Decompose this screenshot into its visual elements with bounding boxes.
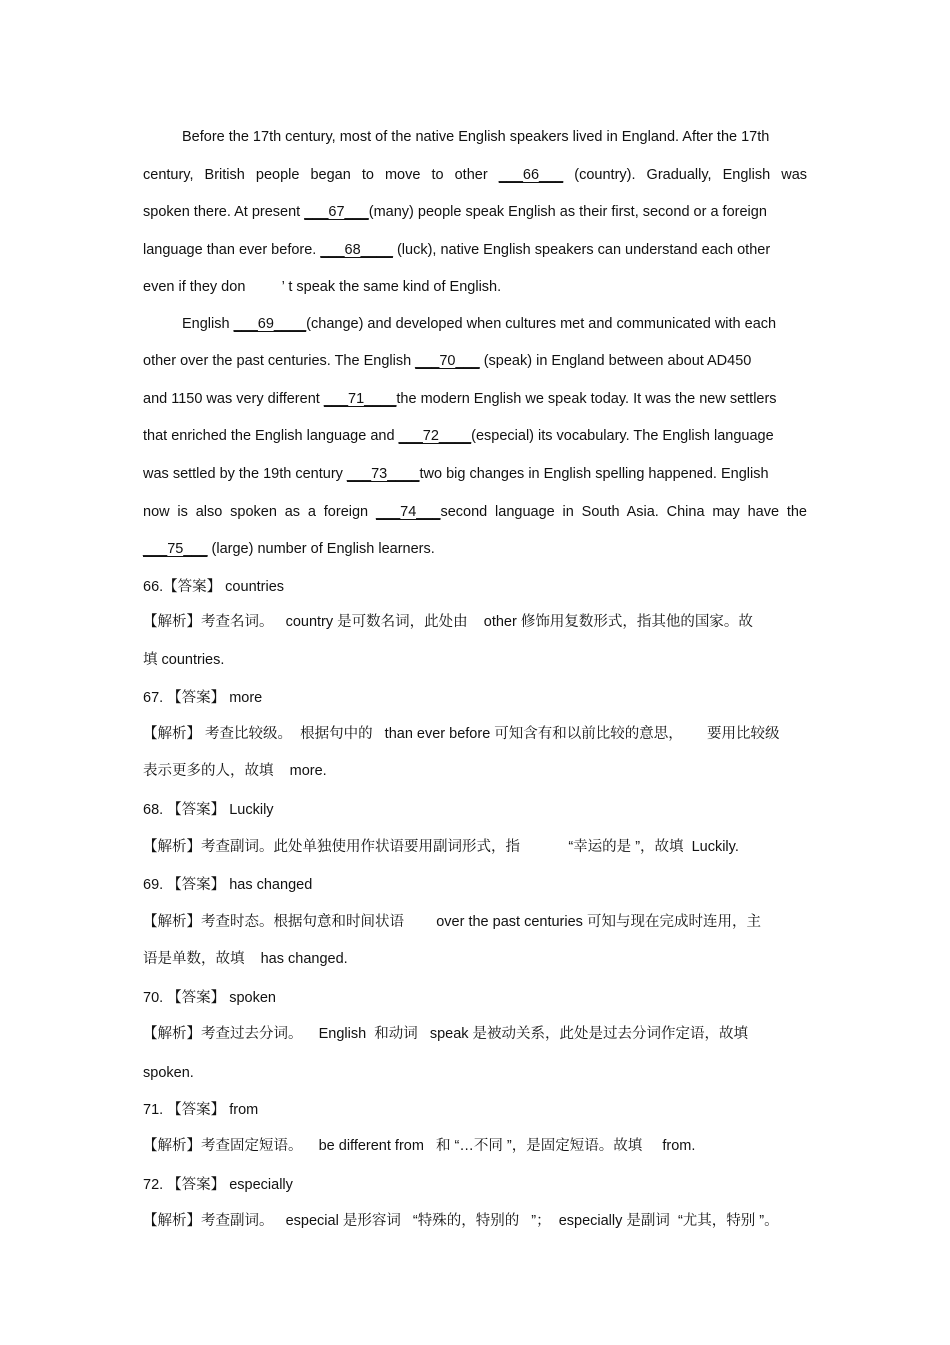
passage-line: language than ever before. ___68____ (luck), native English speakers can understand each other bbox=[143, 242, 771, 258]
passage-line: other over the past centuries. The English ___70___ (speak) in England between about AD450 bbox=[143, 353, 752, 369]
passage-line: century, British people began to move to other ___66___ (country). Gradually, English was bbox=[143, 167, 808, 183]
passage-line: and 1150 was very different ___71____the modern English we speak today. It was the new settlers bbox=[143, 391, 777, 407]
passage-line: ___75___ (large) number of English learners. bbox=[143, 541, 435, 557]
analysis-line-66: 【解析】考查名词。 country 是可数名词，此处由 other 修饰用复数形式，指其他的国家。故 bbox=[143, 614, 753, 630]
analysis-line-67: 【解析】 考查比较级。 根据句中的 than ever before 可知含有和以前比较的意思， 要用比较级 bbox=[143, 726, 780, 742]
analysis-line-69: 语是单数，故填 has changed. bbox=[143, 951, 348, 967]
analysis-line-70: spoken. bbox=[143, 1065, 194, 1081]
passage-line: that enriched the English language and ___72____(especial) its vocabulary. The English language bbox=[143, 428, 774, 444]
blank-69: ___69____ bbox=[233, 316, 307, 332]
passage-line: now is also spoken as a foreign ___74___second language in South Asia. China may have the bbox=[143, 504, 807, 520]
blank-72: ___72____ bbox=[398, 428, 472, 444]
blank-71: ___71____ bbox=[323, 391, 397, 407]
passage-line: even if they don ’ t speak the same kind of English. bbox=[143, 279, 502, 295]
answer-line-71: 71. 【答案】 from bbox=[143, 1102, 259, 1118]
blank-68: ___68____ bbox=[320, 242, 393, 258]
answer-line-72: 72. 【答案】 especially bbox=[143, 1177, 293, 1193]
passage-line: Before the 17th century, most of the native English speakers lived in England. After the 17th bbox=[182, 129, 770, 145]
blank-70: ___70___ bbox=[415, 353, 480, 369]
answer-line-70: 70. 【答案】 spoken bbox=[143, 990, 276, 1006]
blank-74: ___74___ bbox=[375, 504, 441, 520]
analysis-line-67: 表示更多的人，故填 more. bbox=[143, 763, 327, 779]
blank-66: ___66___ bbox=[498, 167, 564, 183]
analysis-line-66: 填 countries. bbox=[143, 652, 225, 668]
answer-line-68: 68. 【答案】 Luckily bbox=[143, 802, 274, 818]
answer-line-66: 66.【答案】 countries bbox=[143, 579, 285, 595]
passage-line: English ___69____(change) and developed when cultures met and communicated with each bbox=[182, 316, 777, 332]
analysis-line-70: 【解析】考查过去分词。 English 和动词 speak 是被动关系，此处是过去分词作定语，故填 bbox=[143, 1026, 749, 1042]
blank-67: ___67___ bbox=[304, 204, 369, 220]
blank-75: ___75___ bbox=[143, 541, 208, 557]
blank-73: ___73____ bbox=[346, 466, 420, 482]
answer-line-69: 69. 【答案】 has changed bbox=[143, 877, 313, 893]
analysis-line-72: 【解析】考查副词。 especial 是形容词 “特殊的，特别的 ”； especially 是副词 “尤其，特别 ”。 bbox=[143, 1213, 779, 1229]
analysis-line-68: 【解析】考查副词。此处单独使用作状语要用副词形式，指 “幸运的是 ”，故填 Luckily. bbox=[143, 839, 739, 855]
passage-line: spoken there. At present ___67___(many) people speak English as their first, second or a foreign bbox=[143, 204, 767, 220]
answer-line-67: 67. 【答案】 more bbox=[143, 690, 263, 706]
analysis-line-69: 【解析】考查时态。根据句意和时间状语 over the past centuries 可知与现在完成时连用，主 bbox=[143, 914, 761, 930]
analysis-line-71: 【解析】考查固定短语。 be different from 和 “…不同 ”，是固定短语。故填 from. bbox=[143, 1138, 696, 1154]
passage-line: was settled by the 19th century ___73____two big changes in English spelling happened. English bbox=[143, 466, 769, 482]
